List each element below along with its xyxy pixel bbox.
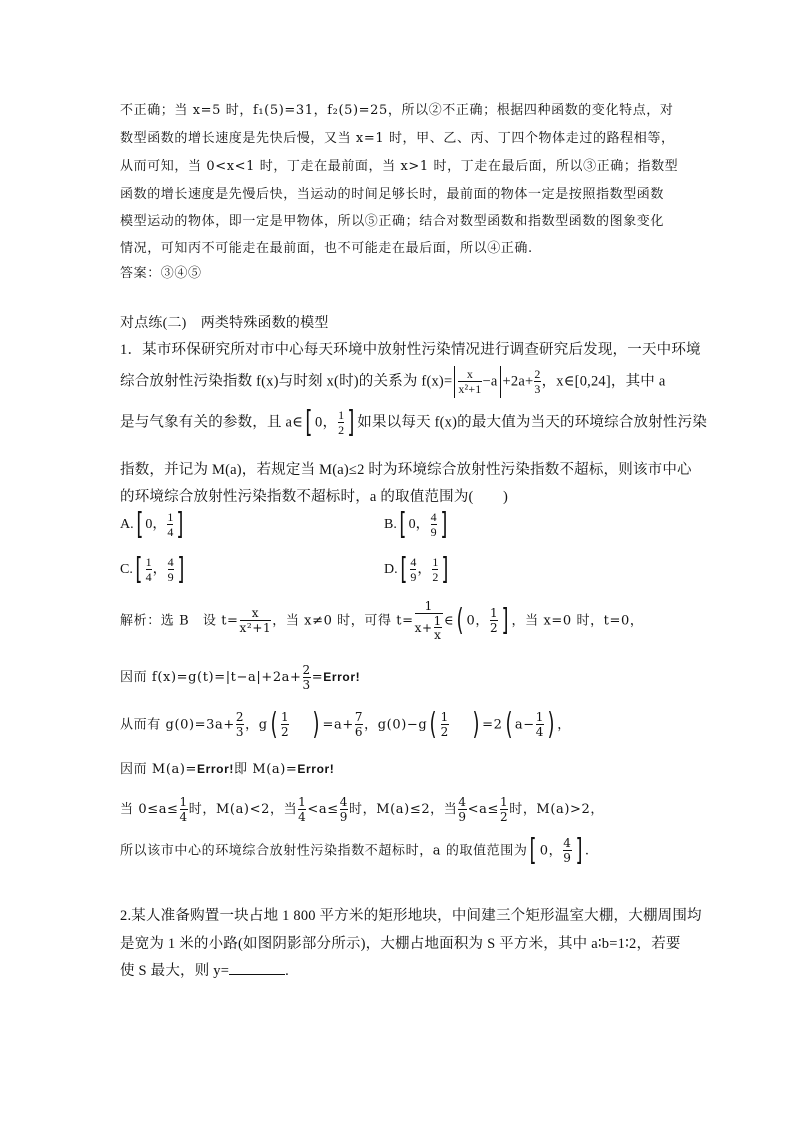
answer-line: 答案：③④⑤ <box>120 266 202 281</box>
q2-line-3: 使 S 最大，则 y= . <box>120 963 289 979</box>
fraction: $\frac{2}{3}$ <box>534 367 541 396</box>
option-b[interactable]: B.[ 0， $\frac{4}{9}$ ] <box>384 507 447 542</box>
analysis-line-4: 因而 M(a)=Error!即 M(a)=Error! <box>120 762 335 777</box>
analysis-line-5: 当 0≤a≤ $\frac{1}{4}$ 时，M(a)<2，当 $\frac{1}{4}$ <a≤ $\frac{4}{9}$ 时，M(a)≤2，当 $\frac{4}{9}$ <a≤ $\frac{1}{2}$ 时，M(a)>2， <box>120 795 605 824</box>
option-c[interactable]: C.[ $\frac{1}{4}$ ， $\frac{4}{9}$ ] <box>120 552 184 587</box>
option-a[interactable]: A.[ 0， $\frac{1}{4}$ ] <box>120 507 184 542</box>
q1-line-2: 综合放射性污染指数 f(x)与时刻 x(时)的关系为 f(x)= $\frac{x}{\text{x²+1}}$ −a +2a+ $\frac{2}{3}$ ，x∈[0,24]，其中 a <box>120 367 666 396</box>
q1-line-1: 1．某市环保研究所对市中心每天环境中放射性污染情况进行调查研究后发现，一天中环境 <box>120 342 701 358</box>
q2-line-1: 2.某人准备购置一块占地 1 800 平方米的矩形地块，中间建三个矩形温室大棚，大棚周围均 <box>120 908 702 924</box>
option-d[interactable]: D.[ $\frac{4}{9}$ ， $\frac{1}{2}$ ] <box>384 552 449 587</box>
q1-line-3: 是与气象有关的参数，且 a∈[ 0， $\frac{1}{2}$ ] 如果以每天 f(x)的最大值为当天的环境综合放射性污染 <box>120 405 708 440</box>
error-text: Error! <box>323 670 361 685</box>
solution-line-4: 函数的增长速度是先慢后快，当运动的时间足够长时，最前面的物体一定是按照指数型函数 <box>120 187 665 202</box>
fraction: $\frac{x}{\text{x²+1}}$ <box>458 367 482 396</box>
analysis-line-2: 因而 f(x)=g(t)=|t−a|+2a+ $\frac{2}{3}$ =Error! <box>120 663 361 692</box>
solution-line-5: 模型运动的物体，即一定是甲物体，所以⑤正确；结合对数型函数和指数型函数的图象变化 <box>120 214 665 229</box>
answer-blank[interactable] <box>229 974 285 975</box>
analysis-line-6: 所以该市中心的环境综合放射性污染指数不超标时，a 的取值范围为[ 0， $\frac{4}{9}$ ] . <box>120 833 590 868</box>
solution-line-6: 情况，可知丙不可能走在最前面，也不可能走在最后面，所以④正确. <box>120 241 533 256</box>
analysis-line-3: 从而有 g(0)=3a+ $\frac{2}{3}$ ，g( $\frac{1}{2}$ ) =a+ $\frac{7}{6}$ ，g(0)−g( $\frac{1}{2}$ ) =2( a− $\frac{1}{4}$ ) ， <box>120 707 571 742</box>
q2-line-2: 是宽为 1 米的小路(如图阴影部分所示)，大棚占地面积为 S 平方米，其中 a∶b=1∶2，若要 <box>120 936 681 952</box>
analysis-line-1: 解析：选 B 设 t= $\frac{x}{\text{x²+1}}$ ，当 x≠0 时，可得 t= 1 x+ $\frac{1}{x}$ ∈( 0， $\frac{1}{2}$ ] ，当 x=0 时，t=0， <box>120 599 644 643</box>
q1-line-5: 的环境综合放射性污染指数不超标时，a 的取值范围为( ) <box>120 489 509 505</box>
solution-line-1: 不正确；当 x=5 时，f₁(5)=31，f₂(5)=25，所以②不正确；根据四种函数的变化特点，对 <box>120 103 674 118</box>
section-title: 对点练(二) 两类特殊函数的模型 <box>120 316 329 331</box>
solution-line-2: 数型函数的增长速度是先快后慢，又当 x=1 时，甲、乙、丙、丁四个物体走过的路程相等， <box>120 131 675 146</box>
solution-line-3: 从而可知，当 0<x<1 时，丁走在最前面，当 x>1 时，丁走在最后面，所以③正确；指数型 <box>120 159 679 174</box>
error-text: Error! <box>197 762 234 776</box>
q1-line-4: 指数，并记为 M(a)，若规定当 M(a)≤2 时为环境综合放射性污染指数不超标，则该市中心 <box>120 462 692 478</box>
error-text: Error! <box>297 762 335 776</box>
